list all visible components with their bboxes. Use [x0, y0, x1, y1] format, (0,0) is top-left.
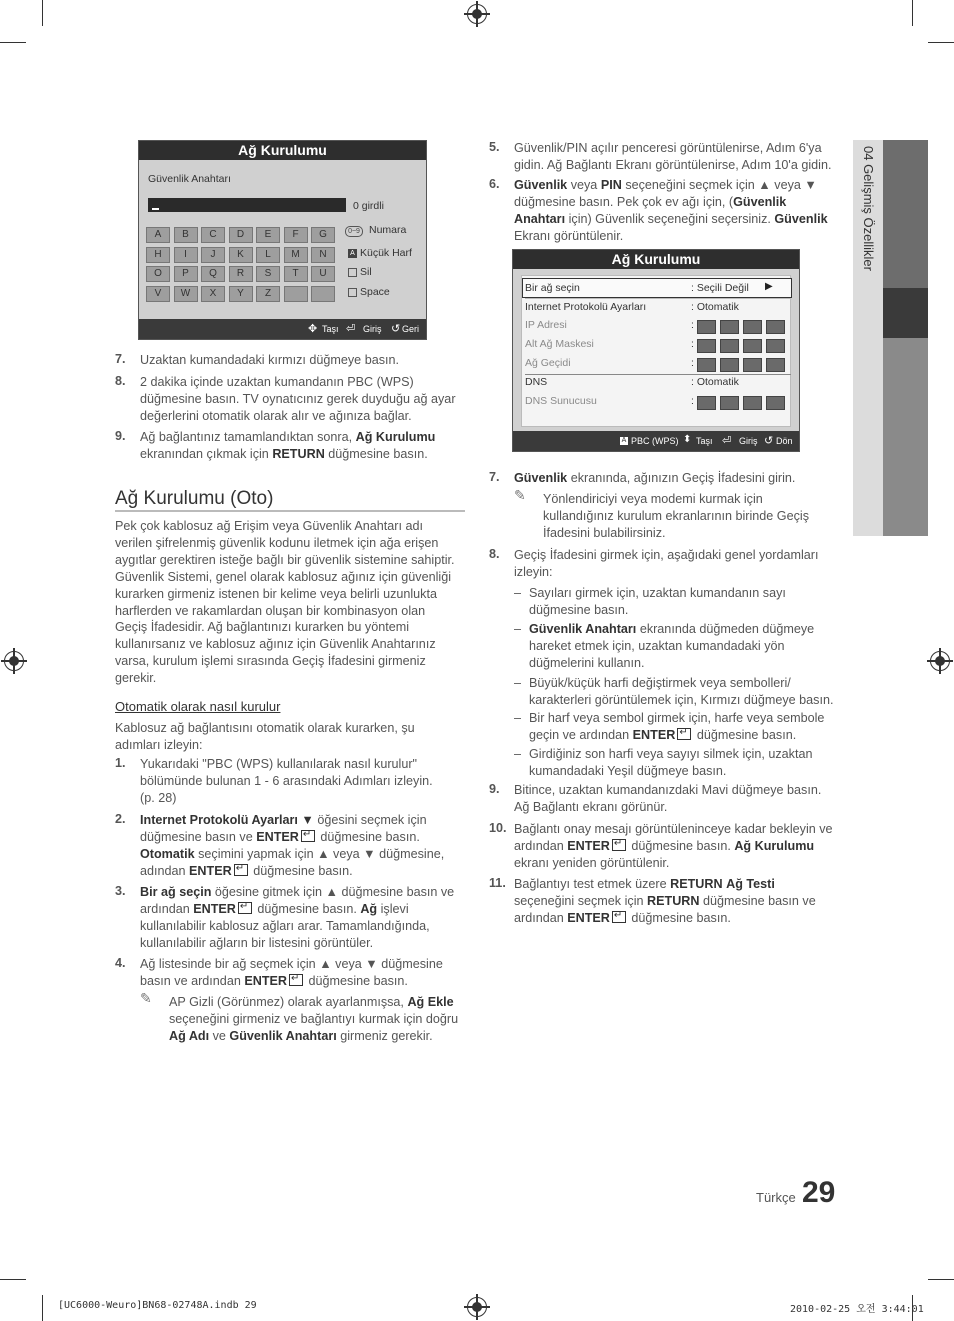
crop-mark: [0, 42, 26, 43]
bullet-dash: –: [514, 711, 522, 725]
step-text: Güvenlik ekranında, ağınızın Geçiş İfadesini girin.: [514, 471, 796, 485]
page-number: 29: [802, 1176, 836, 1209]
keyboard-key[interactable]: G: [311, 227, 335, 243]
setting-label[interactable]: Ağ Geçidi: [525, 357, 571, 369]
option-delete[interactable]: Sil: [360, 266, 372, 278]
bullet-dash: –: [514, 747, 522, 761]
note-icon: ✎: [514, 487, 526, 503]
arrow-right-icon: ▶: [765, 281, 773, 292]
keyboard-key[interactable]: N: [311, 247, 335, 263]
option-lowercase[interactable]: Küçük Harf: [360, 247, 412, 259]
step-text: Bağlantıyı test etmek üzere RETURN Ağ Testi seçeneğini seçmek için RETURN düğmesine basın ve ardından ENTER↵ düğmesine basın.: [514, 876, 829, 927]
keyboard-key[interactable]: U: [311, 266, 335, 282]
intro-paragraph: Pek çok kablosuz ağ Erişim veya Güvenlik Anahtarı adı verilen şifrelenmiş güvenlik kodunu iletmek için ağa erişen aygıtlar gerektiren isteğe bağlı bir güvenlik sistemine sahiptir. Güvenlik Sistemi, genel olarak kablosuz ağınız için güvenliği kurarken girmeniz istenen bir kelime veya belirli uzunlukta harflerden ve rakamlardan oluşan bir kombinasyon olan Geçiş İfadesidir. Ağ bağlantınızı kurarken bu yöntemi kullanırsanız ve kablosuz ağınız için Güvenlik Anahtarınız varsa, kurulum işlemi sırasında Geçiş İfadesini girmeniz gerekir.: [115, 519, 455, 686]
step-text: Geçiş İfadesini girmek için, aşağıdaki genel yordamları izleyin:: [514, 548, 819, 579]
step-number: 8.: [115, 374, 126, 388]
enter-icon: [612, 911, 626, 923]
setting-label[interactable]: Alt Ağ Maskesi: [525, 338, 594, 350]
screen-footer: [139, 319, 426, 339]
ip-octet-field[interactable]: [766, 339, 785, 353]
note-text: AP Gizli (Görünmez) olarak ayarlanmışsa, Ağ Ekle seçeneğini girmeniz ve bağlantıyı kurmak için doğru Ağ Adı ve Güvenlik Anahtarı girmeniz gerekir.: [169, 995, 459, 1043]
screen-title: Ağ Kurulumu: [139, 141, 426, 160]
move-icon: ✥: [308, 323, 318, 335]
keyboard-key[interactable]: [311, 286, 335, 302]
footer-move: Taşı: [696, 436, 713, 446]
step-number: 9.: [489, 782, 500, 796]
step-number: 6.: [489, 177, 500, 191]
updown-icon: ⬍: [683, 434, 692, 445]
bullet-dash: –: [514, 676, 522, 690]
setting-value: :: [691, 357, 694, 369]
enter-icon: [301, 830, 315, 842]
crop-mark: [928, 42, 954, 43]
keyboard-key[interactable]: I: [174, 247, 198, 263]
chapter-label: 04 Gelişmiş Özellikler: [861, 146, 876, 271]
bullet-text: Bir harf veya sembol girmek için, harfe veya sembole geçin ve ardından ENTER↵ düğmesine basın.: [529, 710, 834, 744]
registration-mark-icon: [930, 651, 950, 671]
heading-rule: [115, 510, 465, 512]
keyboard-key[interactable]: H: [146, 247, 170, 263]
sub-intro: Kablosuz ağ bağlantısını otomatik olarak kurarken, şu adımları izleyin:: [115, 721, 415, 752]
keyboard-key[interactable]: D: [229, 227, 253, 243]
return-icon: ↺: [391, 323, 401, 335]
ip-octet-field[interactable]: [766, 358, 785, 372]
setting-value: :: [691, 319, 694, 331]
footer-enter: Giriş: [739, 436, 758, 446]
step-number: 1.: [115, 756, 126, 770]
footer-back: Dön: [776, 436, 793, 446]
crop-mark: [928, 1279, 954, 1280]
green-button-icon: [348, 268, 357, 277]
setting-label[interactable]: IP Adresi: [525, 319, 567, 331]
number-key-icon: 0~9: [345, 226, 363, 237]
note-text: Yönlendiriciyi veya modemi kurmak için kullandığınız kurulum ekranlarının birinde Geçiş İfadesini bulabilirsiniz.: [543, 492, 809, 540]
enter-icon: [612, 839, 626, 851]
entry-count: 0 girdli: [353, 200, 384, 212]
screen-footer: [513, 431, 799, 451]
step-text: Internet Protokolü Ayarları ▼ öğesini seçmek için düğmesine basın ve ENTER↵ düğmesine basın. Otomatik seçimini yapmak için ▲ veya ▼ düğmesine, adından ENTER↵ düğmesine basın.: [140, 812, 458, 880]
ip-octet-field[interactable]: [697, 396, 716, 410]
network-setup-screen: [512, 249, 800, 452]
keyboard-key[interactable]: A: [146, 227, 170, 243]
keyboard-key[interactable]: P: [174, 266, 198, 282]
ip-octet-field[interactable]: [697, 358, 716, 372]
field-label: Güvenlik Anahtarı: [148, 173, 231, 185]
ip-octet-field[interactable]: [697, 320, 716, 334]
footer-back: Geri: [402, 324, 420, 334]
step-number: 4.: [115, 956, 126, 970]
keyboard-key[interactable]: X: [201, 286, 225, 302]
ip-octet-field[interactable]: [697, 339, 716, 353]
step-number: 5.: [489, 140, 500, 154]
enter-icon: [238, 902, 252, 914]
step-text: Bağlantı onay mesajı görüntüleninceye kadar bekleyin ve ardından ENTER↵ düğmesine basın. Ağ Kurulumu ekranı yeniden görüntülenir.: [514, 821, 839, 872]
step-number: 2.: [115, 812, 126, 826]
enter-icon: [677, 728, 691, 740]
setting-value: : Seçili Değil: [691, 282, 749, 294]
setting-label[interactable]: DNS: [525, 376, 548, 388]
setting-value: : Otomatik: [691, 376, 739, 388]
footer-date: 2010-02-25 오전 3:44:01: [790, 1304, 924, 1315]
keyboard-key[interactable]: T: [284, 266, 308, 282]
registration-mark-icon: [4, 651, 24, 671]
separator: [525, 374, 791, 375]
step-text: Ağ listesinde bir ağ seçmek için ▲ veya ▼ düğmesine basın ve ardından ENTER↵ düğmesine basın.: [140, 956, 458, 990]
setting-label[interactable]: DNS Sunucusu: [525, 395, 597, 407]
keyboard-key[interactable]: W: [174, 286, 198, 302]
bullet-text: Girdiğiniz son harfi veya sayıyı silmek için, uzaktan kumandadaki Yeşil düğmeye basın.: [529, 747, 813, 778]
step-number: 10.: [489, 821, 507, 835]
step-number: 11.: [489, 876, 506, 890]
keyboard-key[interactable]: Y: [229, 286, 253, 302]
setting-value: :: [691, 395, 694, 407]
bullet-dash: –: [514, 622, 522, 636]
registration-mark-icon: [467, 1297, 487, 1317]
crop-mark: [42, 1295, 43, 1321]
step-number: 3.: [115, 884, 126, 898]
ip-octet-field[interactable]: [720, 396, 739, 410]
chapter-side-tab: [853, 140, 928, 536]
step-text: Bitince, uzaktan kumandanızdaki Mavi düğmeye basın. Ağ Bağlantı ekranı görünür.: [514, 783, 822, 814]
step-number: 8.: [489, 547, 500, 561]
keyboard-key[interactable]: J: [201, 247, 225, 263]
keyboard-key[interactable]: K: [229, 247, 253, 263]
setting-label[interactable]: Bir ağ seçin: [525, 282, 580, 294]
ip-octet-field[interactable]: [720, 358, 739, 372]
bullet-text: Sayıları girmek için, uzaktan kumandanın sayı düğmesine basın.: [529, 586, 786, 617]
crop-mark: [42, 0, 43, 26]
keyboard-key[interactable]: V: [146, 286, 170, 302]
note-icon: ✎: [140, 990, 152, 1006]
option-number[interactable]: Numara: [369, 224, 407, 236]
keyboard-key[interactable]: S: [256, 266, 280, 282]
crop-mark: [0, 1279, 26, 1280]
page-language: Türkçe: [756, 1190, 796, 1205]
bullet-text: Büyük/küçük harfi değiştirmek veya sembolleri/ karakterleri görüntülemek için, Kırmızı düğmeye basın.: [529, 676, 834, 707]
enter-icon: ⏎: [722, 435, 732, 447]
key-input-field[interactable]: [148, 198, 346, 212]
step-text: Ağ bağlantınız tamamlandıktan sonra, Ağ Kurulumu ekranından çıkmak için RETURN düğmesine basın.: [140, 430, 436, 461]
setting-value: :: [691, 338, 694, 350]
separator: [525, 298, 791, 299]
step-text: Güvenlik/PIN açılır penceresi görüntülenirse, Adım 6'ya gidin. Ağ Bağlantı Ekranı görüntülenirse, Adım 10'a gidin.: [514, 141, 832, 172]
keyboard-key[interactable]: B: [174, 227, 198, 243]
ip-octet-field[interactable]: [766, 396, 785, 410]
enter-icon: ⏎: [346, 323, 356, 335]
screen-title: Ağ Kurulumu: [513, 250, 799, 269]
keyboard-key[interactable]: L: [256, 247, 280, 263]
footer-file: [UC6000-Weuro]BN68-02748A.indb 29: [58, 1300, 257, 1311]
ip-octet-field[interactable]: [766, 320, 785, 334]
setting-label[interactable]: Internet Protokolü Ayarları: [525, 301, 647, 313]
keyboard-key[interactable]: Z: [256, 286, 280, 302]
option-space[interactable]: Space: [360, 286, 390, 298]
registration-mark-icon: [467, 4, 487, 24]
keyboard-key[interactable]: M: [284, 247, 308, 263]
step-number: 9.: [115, 429, 126, 443]
keyboard-key[interactable]: E: [256, 227, 280, 243]
enter-icon: [289, 974, 303, 986]
footer-move: Taşı: [322, 324, 339, 334]
step-text: 2 dakika içinde uzaktan kumandanın PBC (WPS) düğmesine basın. TV oynatıcınız gerek duyduğu ağ ayar değerlerini otomatik olarak alır ve ağınıza bağlar.: [140, 375, 456, 423]
keyboard-key[interactable]: C: [201, 227, 225, 243]
return-icon: ↺: [764, 435, 774, 447]
section-heading: Ağ Kurulumu (Oto): [115, 488, 274, 509]
red-button-icon: A: [348, 249, 357, 258]
ip-octet-field[interactable]: [743, 339, 762, 353]
bullet-dash: –: [514, 586, 522, 600]
footer-pbc: PBC (WPS): [631, 436, 679, 446]
yellow-button-icon: [348, 288, 357, 297]
bullet-text: Güvenlik Anahtarı ekranında düğmeden düğmeye hareket etmek için, uzaktan kumandadaki yön düğmelerini kullanın.: [529, 622, 815, 670]
step-number: 7.: [489, 470, 500, 484]
ip-octet-field[interactable]: [743, 396, 762, 410]
ip-octet-field[interactable]: [720, 320, 739, 334]
setting-value: : Otomatik: [691, 301, 739, 313]
keyboard-key[interactable]: R: [229, 266, 253, 282]
ip-octet-field[interactable]: [720, 339, 739, 353]
step-text: Bir ağ seçin öğesine gitmek için ▲ düğmesine basın ve ardından ENTER↵ düğmesine basın. Ağ işlevi kullanılabilir kablosuz ağları arar. Tamamlandığında, kullanılabilir ağların bir listesini görüntüler.: [140, 884, 458, 952]
step-text: Yukarıdaki "PBC (WPS) kullanılarak nasıl kurulur" bölümünde bulunan 1 - 6 arasındaki Adımları izleyin. (p. 28): [140, 757, 433, 805]
keyboard-key[interactable]: F: [284, 227, 308, 243]
footer-enter: Giriş: [363, 324, 382, 334]
crop-mark: [912, 0, 913, 26]
step-text: Uzaktan kumandadaki kırmızı düğmeye basın.: [140, 353, 399, 367]
enter-icon: [234, 864, 248, 876]
keyboard-key[interactable]: [284, 286, 308, 302]
step-text: Güvenlik veya PIN seçeneğini seçmek için ▲ veya ▼ düğmesine basın. Pek çok ev ağı için, (Güvenlik Anahtarı için) Güvenlik seçeneğini seçersiniz. Güvenlik Ekranı görüntülenir.: [514, 178, 828, 243]
step-number: 7.: [115, 352, 126, 366]
ip-octet-field[interactable]: [743, 320, 762, 334]
ip-octet-field[interactable]: [743, 358, 762, 372]
keyboard-key[interactable]: Q: [201, 266, 225, 282]
keyboard-key[interactable]: O: [146, 266, 170, 282]
security-key-screen: [138, 140, 427, 340]
red-button-icon: A: [621, 437, 627, 444]
subheading: Otomatik olarak nasıl kurulur: [115, 699, 281, 714]
